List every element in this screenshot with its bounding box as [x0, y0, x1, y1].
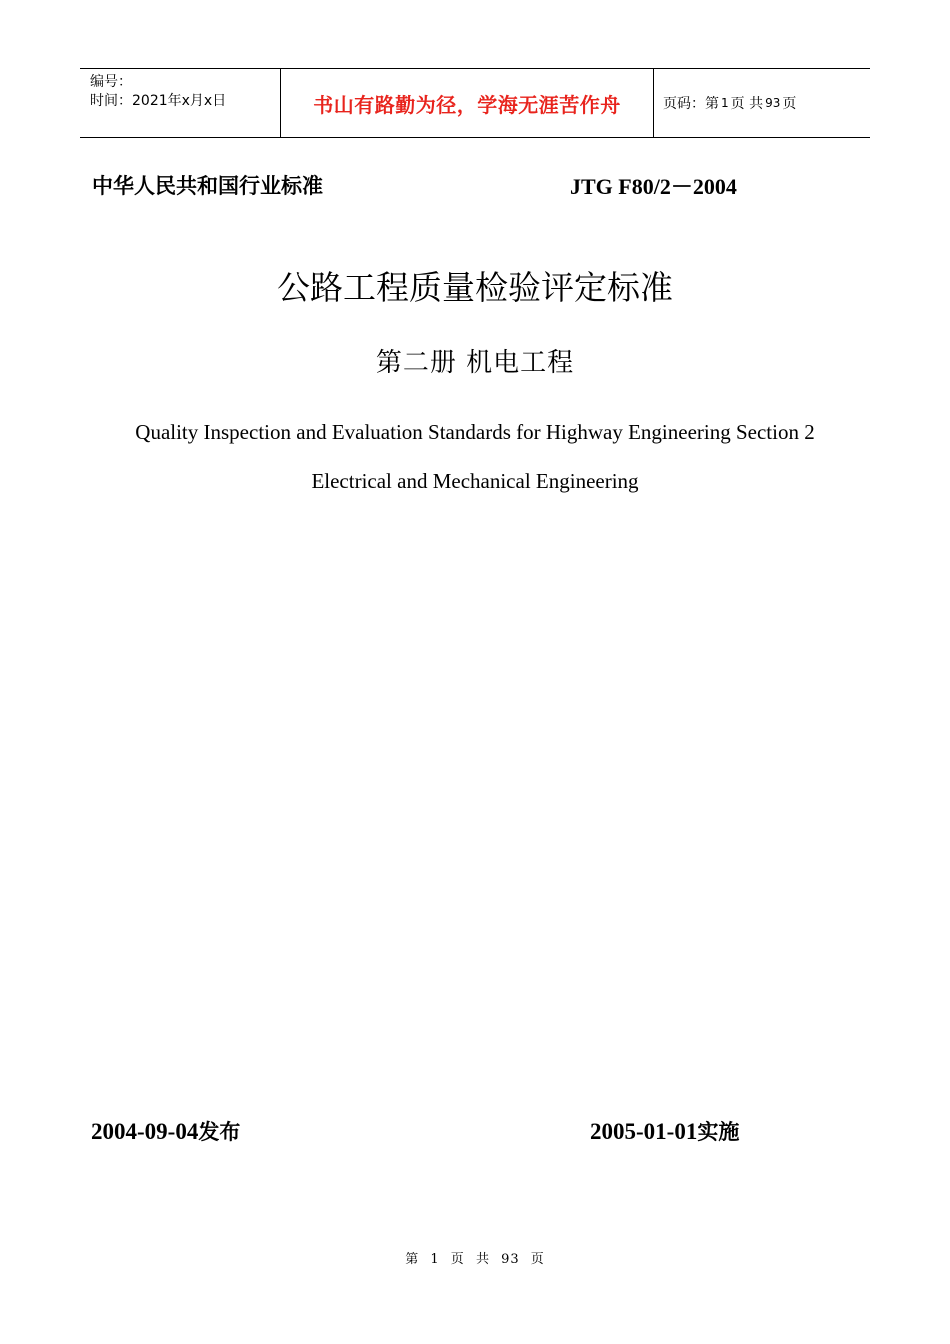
- page-suffix: 页: [782, 96, 797, 112]
- english-title-line1: Quality Inspection and Evaluation Standards for Highway Engineering Section 2: [135, 420, 815, 444]
- header-table: [80, 68, 870, 138]
- motto-text: 书山有路勤为径，学海无涯苦作舟: [313, 92, 621, 117]
- footer-w4: 页: [530, 1252, 545, 1267]
- standard-org: 中华人民共和国行业标准: [92, 174, 323, 198]
- document-subtitle: 第二册 机电工程: [375, 348, 575, 378]
- page-prefix: 页码：第: [663, 96, 719, 112]
- standard-code: JTG F80/2－2004: [570, 174, 737, 199]
- page-total: 93: [765, 96, 781, 110]
- footer-num: 1: [430, 1252, 440, 1267]
- header-meta-cell: [80, 69, 281, 137]
- effective-date-value: 2005-01-01: [590, 1119, 698, 1144]
- page-number: 1: [721, 96, 729, 110]
- header-page-cell: [654, 69, 870, 137]
- serial-label: 编号：: [90, 74, 132, 90]
- publish-date: [91, 1116, 240, 1146]
- english-title-line2: Electrical and Mechanical Engineering: [311, 469, 639, 493]
- time-label: 时间：2021年x月x日: [90, 93, 227, 109]
- header-motto-cell: [281, 69, 654, 137]
- footer-w1: 第: [405, 1252, 420, 1267]
- footer-w2: 页: [450, 1252, 465, 1267]
- page-mid: 页 共: [730, 96, 764, 112]
- publish-date-value: 2004-09-04: [91, 1119, 199, 1144]
- effective-date: [590, 1116, 739, 1146]
- effective-label: 实施: [697, 1120, 740, 1144]
- document-title: 公路工程质量检验评定标准: [277, 268, 673, 307]
- footer-w3: 共: [475, 1252, 490, 1267]
- page-footer: [0, 1248, 950, 1267]
- footer-total: 93: [501, 1252, 520, 1267]
- publish-label: 发布: [198, 1120, 241, 1144]
